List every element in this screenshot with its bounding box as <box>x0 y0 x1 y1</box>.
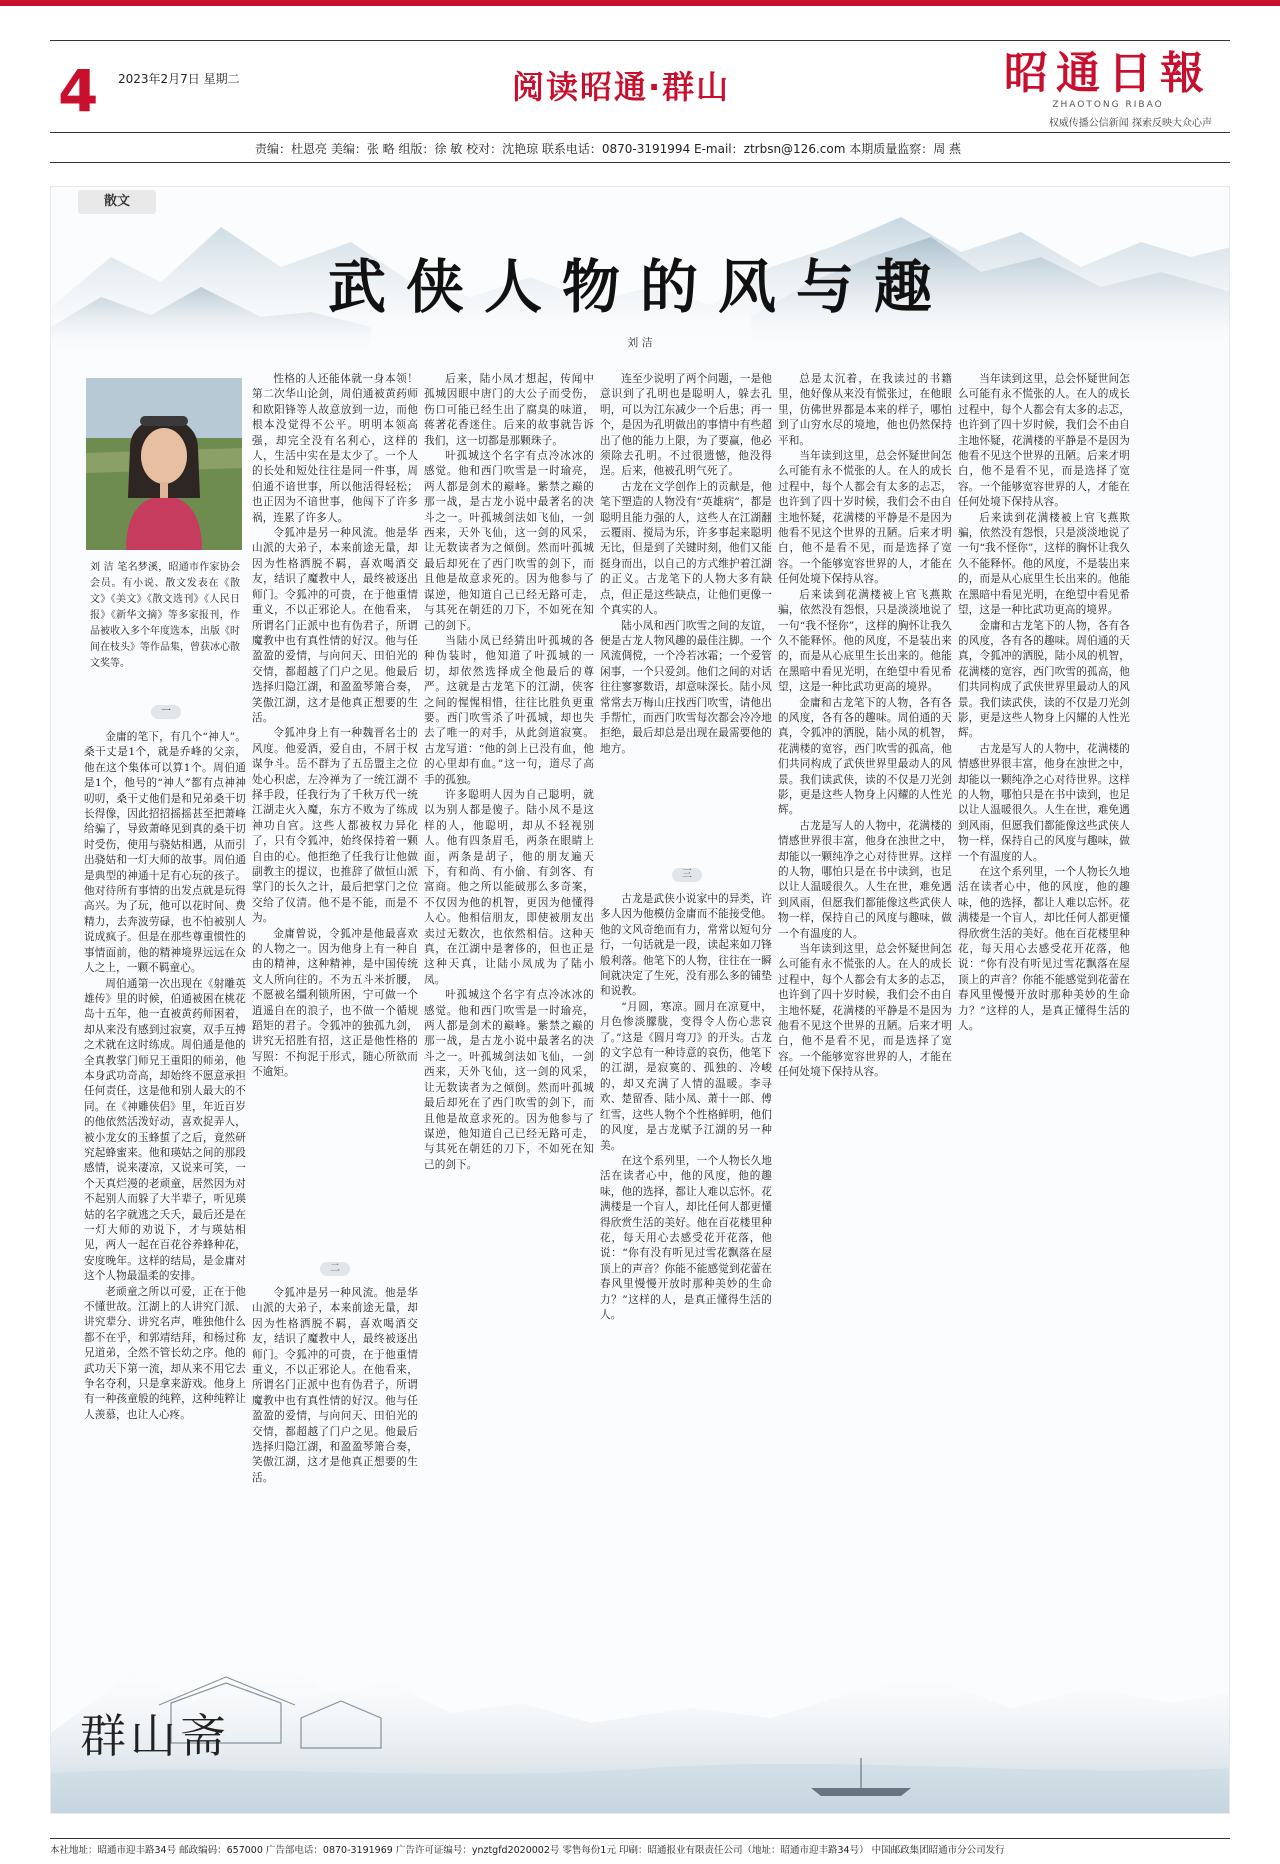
footer-imprint: 本社地址：昭通市迎丰路34号 邮政编码：657000 广告部电话：0870-3191969 广告许可证编号：ynztgfd2020002号 零售每份1元 印刷：昭通报业有限责任公司（地址：昭通市迎丰路34号） 中国邮政集团昭通市分公司发行 <box>50 1845 1005 1856</box>
article-column-1 <box>84 730 246 1640</box>
header-bottom-rule <box>50 162 1230 163</box>
article-column-6 <box>958 372 1130 1648</box>
paragraph: 许多聪明人因为自己聪明，就以为别人都是傻子。陆小凤不是这样的人，他聪明，却从不轻视别人。他有四条眉毛，两条在眼睛上面，两条是胡子，他的朋友遍天下，有和尚、有小偷、有剑客、有富商。他之所以能破那么多奇案，不仅因为他的机智，更因为他懂得人心。他相信朋友，即使被朋友出卖过无数次，也依然相信。这种天真，在江湖中是奢侈的，但也正是这种天真，让陆小凤成为了陆小凤。 <box>424 788 594 986</box>
paragraph: 古龙是武侠小说家中的异类，许多人因为他模仿金庸而不能接受他。他的文风奇绝而有力，常常以短句分行，一句话就是一段，读起来如刀锋般利落。他笔下的人物，往往在一瞬间就决定了生死，没有那么多的铺垫和说教。 <box>600 893 772 998</box>
footer-rule <box>50 1838 1230 1839</box>
paragraph: 连至少说明了两个问题，一是他意识到了孔明也是聪明人，躲去孔明，可以为江东减少一个后患；再一个，是因为孔明做出的事情中有些超出了他的能力上限，为了要赢，他必须除去孔明。不过很遗憾，他没得逞。后来，他被孔明气死了。 <box>600 373 772 478</box>
essay-category-tag: 散文 <box>78 190 156 214</box>
paragraph: 当陆小凤已经猜出叶孤城的各种伪装时，他知道了叶孤城的一切，却依然选择成全他最后的尊严。这就是古龙笔下的江湖，侠客之间的惺惺相惜，往往比胜负更重要。西门吹雪杀了叶孤城，却也失去了唯一的对手，从此剑道寂寞。古龙写道：“他的剑上已没有血，他的心里却有血。”这一句，道尽了高手的孤独。 <box>424 634 594 786</box>
article-byline: 刘 洁 <box>627 336 653 349</box>
paragraph: 后来读到花满楼被上官飞燕欺骗，依然没有怨恨，只是淡淡地说了一句“我不怪你”，这样的胸怀让我久久不能释怀。他的风度，不是装出来的，而是从心底里生长出来的。他能在黑暗中看见光明，在绝望中看见希望，这是一种比武功更高的境界。 <box>778 588 952 694</box>
section-marker-1: 一 <box>151 705 181 719</box>
author-portrait-image <box>86 378 242 550</box>
section-marker-2: 二 <box>320 1262 350 1276</box>
paragraph: 总是太沉着，在我读过的书籍里，他好像从来没有慌张过，在他眼里，仿佛世界都是本来的样子，哪怕到了山穷水尽的境地，他也仍然保持平和。 <box>778 373 952 447</box>
staff-credits: 责编：杜恩亮 美编：张 略 组版：徐 敏 校对：沈艳琼 联系电话：0870-3191994 E-mail：ztrbsn@126.com 本期质量监察：周 燕 <box>255 142 962 156</box>
masthead-slogan: 权威传播公信新闻 探索反映大众心声 <box>1048 118 1212 129</box>
paragraph: 古龙是写人的人物中，花满楼的情感世界很丰富，他身在浊世之中，却能以一颗纯净之心对待世界。这样的人物，哪怕只是在书中读到，也足以让人温暖很久。人生在世，难免遇到风雨，但愿我们都能像这些武侠人物一样，保持自己的风度与趣味，做一个有温度的人。 <box>958 742 1130 863</box>
masthead-pinyin: ZHAOTONG RIBAO <box>1052 100 1164 110</box>
page-number: 4 <box>58 57 99 125</box>
article-column-3 <box>424 372 594 1648</box>
masthead-title: 昭通日報 <box>1004 48 1212 99</box>
paragraph: 金庸曾说，令狐冲是他最喜欢的人物之一。因为他身上有一种自由的精神，这种精神，是中国传统文人所向往的。不为五斗米折腰，不愿被名缰利锁所困，宁可做一个逍遥自在的浪子，也不做一个循规蹈矩的君子。令狐冲的独孤九剑，讲究无招胜有招，这正是他性格的写照：不拘泥于形式，随心所欲而不逾矩。 <box>252 927 418 1079</box>
section-title: 阅读昭通·群山 <box>512 68 731 106</box>
paragraph: 古龙是写人的人物中，花满楼的情感世界很丰富，他身在浊世之中，却能以一颗纯净之心对待世界。这样的人物，哪怕只是在书中读到，也足以让人温暖很久。人生在世，难免遇到风雨，但愿我们都能像这些武侠人物一样，保持自己的风度与趣味，做一个有温度的人。 <box>778 819 952 940</box>
header-top-rule <box>50 40 1230 41</box>
column-calligraphy-seal: 群山斋 <box>80 1709 230 1763</box>
paragraph: 令狐冲是另一种风流。他是华山派的大弟子，本来前途无量，却因为性格洒脱不羁，喜欢喝酒交友，结识了魔教中人，最终被逐出师门。令狐冲的可贵，在于他重情重义，不以正邪论人。在他看来，所谓名门正派中也有伪君子，所谓魔教中也有真性情的好汉。他与任盈盈的爱情，与向问天、田伯光的交情，都超越了门户之见。他最后选择归隐江湖，和盈盈琴箫合奏，笑傲江湖，这才是他真正想要的生活。 <box>252 1287 418 1484</box>
article-column-2 <box>252 372 418 1252</box>
top-red-rule <box>0 0 1280 6</box>
paragraph: 陆小凤和西门吹雪之间的友谊，便是古龙人物风趣的最佳注脚。一个风流倜傥，一个冷若冰霜；一个爱管闲事，一个只爱剑。他们之间的对话往往寥寥数语，却意味深长。陆小凤常常去万梅山庄找西门吹雪，请他出手帮忙，而西门吹雪每次都会冷冷地拒绝，最后却总是出现在最需要他的地方。 <box>600 619 772 755</box>
section-marker-3: 三 <box>672 868 702 882</box>
paragraph: 在这个系列里，一个人物长久地活在读者心中，他的风度，他的趣味，他的选择，都让人难以忘怀。花满楼是一个盲人，却比任何人都更懂得欣赏生活的美好。他在百花楼里种花，每天用心去感受花开花落，他说：“你有没有听见过雪花飘落在屋顶上的声音？你能不能感觉到花蕾在春风里慢慢开放时那种美妙的生命力？”这样的人，是真正懂得生活的人。 <box>600 1154 772 1321</box>
paragraph: 叶孤城这个名字有点冷冰冰的感觉。他和西门吹雪是一时瑜亮，两人都是剑术的巅峰。紫禁之巅的那一战，是古龙小说中最著名的决斗之一。叶孤城剑法如飞仙，一剑西来，天外飞仙，这一剑的风采，让无数读者为之倾倒。然而叶孤城最后却死在了西门吹雪的剑下，而且他是故意求死的。因为他参与了谋逆，他知道自己已经无路可走，与其死在朝廷的刀下，不如死在知己的剑下。 <box>424 450 594 632</box>
paragraph: 令狐冲身上有一种魏晋名士的风度。他爱酒，爱自由，不屑于权谋争斗。岳不群为了五岳盟主之位处心积虑，左冷禅为了一统江湖不择手段，任我行为了千秋万代一统江湖走火入魔，东方不败为了练成神功自宫。这些人都被权力异化了，只有令狐冲，始终保持着一颗自由的心。他拒绝了任我行让他做副教主的提议，也推辞了做恒山派掌门的长久之计，最后把掌门之位交给了仪清。他不是不能，而是不为。 <box>252 727 418 925</box>
issue-date: 2023年2月7日 星期二 <box>118 72 240 86</box>
paragraph: 后来读到花满楼被上官飞燕欺骗，依然没有怨恨，只是淡淡地说了一句“我不怪你”，这样的胸怀让我久久不能释怀。他的风度，不是装出来的，而是从心底里生长出来的。他能在黑暗中看见光明，在绝望中看见希望，这是一种比武功更高的境界。 <box>958 511 1130 617</box>
paragraph: 当年读到这里，总会怀疑世间怎么可能有永不慌张的人。在人的成长过程中，每个人都会有太多的忐忑，也许到了四十岁时候，我们会不由自主地怀疑，花满楼的平静是不是因为他看不见这个世界的丑陋。后来才明白，他不是看不见，而是选择了宽容。一个能够宽容世界的人，才能在任何处境下保持从容。 <box>778 943 952 1079</box>
paragraph: 金庸的笔下，有几个“神人”。桑干丈是1个，就是乔峰的父亲，他在这个集体可以算1个。周伯通是1个，他号的“神人”都有点神神叨叨，桑干丈他们是和兄弟桑干切长得像，因此招招摇摇甚至把萧峰给骗了，导致萧峰见到真的桑干切时受伤，使用与骁姑相遇，从而引出骁姑和一灯大师的故事。周伯通是典型的神通十足有心玩的孩子。他对待所有事情的出发点就是玩得高兴。为了玩，他可以花时间、费精力，去奔波劳碌，也不怕被别人说成疯子。但是在那些尊重惯性的事情面前，他的精神境界远远在众人之上，一颗不羁童心。 <box>84 731 246 975</box>
paragraph: 周伯通第一次出现在《射雕英雄传》里的时候，伯通被困在桃花岛十五年，他一直被黄药师困着，却从来没有感到过寂寞，双手互搏之术就在这时练成。周伯通是他的全真教掌门师兄王重阳的师弟，他本身武功奇高，却始终不愿意承担任何责任，这是他和别人最大的不同。在《神雕侠侣》里，年近百岁的他依然活泼好动，喜欢捉弄人，被小龙女的玉蜂蜇了之后，竟然研究起蜂蜜来。他和瑛姑之间的那段感情，说来凄凉，又说来可笑，一个天真烂漫的老顽童，居然因为对不起别人而躲了大半辈子，听见瑛姑的名字就逃之夭夭，最后还是在一灯大师的劝说下，才与瑛姑相见，两人一起在百花谷养蜂种花，安度晚年。这样的结局，是金庸对这个人物最温柔的安排。 <box>84 977 246 1283</box>
paragraph: 后来，陆小凤才想起，传闻中孤城因眼中唐门的大公子而受伤，伤口可能已经生出了腐臭的味道，蒋著花香迷住。后来的故事就告诉我们，这一切都是那颗珠子。 <box>424 373 594 447</box>
header-mid-rule <box>50 132 1230 133</box>
paragraph: 老顽童之所以可爱，正在于他不懂世故。江湖上的人讲究门派、讲究辈分、讲究名声，唯独他什么都不在乎，和郭靖结拜，和杨过称兄道弟，全然不管长幼之序。他的武功天下第一流，却从来不用它去争名夺利，只是拿来游戏。他身上有一种孩童般的纯粹，这种纯粹让人羡慕，也让人心疼。 <box>84 1285 246 1421</box>
article-column-5 <box>778 372 952 1648</box>
paragraph: 当年读到这里，总会怀疑世间怎么可能有永不慌张的人。在人的成长过程中，每个人都会有太多的忐忑，也许到了四十岁时候，我们会不由自主地怀疑，花满楼的平静是不是因为他看不见这个世界的丑陋。后来才明白，他不是看不见，而是选择了宽容。一个能够宽容世界的人，才能在任何处境下保持从容。 <box>958 373 1130 509</box>
paragraph: 性格的人还能体就一身本领！第二次华山论剑，周伯通被黄药师和欧阳锋等人故意放到一边，而他根本没觉得不公平。明明本领高强，却完全没有名利心，这样的人，生活中实在是太少了。一个人的长处和短处往往是同一件事，周伯通不谙世事，所以他活得轻松；也正因为不谙世事，他闯下了许多祸，连累了许多人。 <box>252 373 418 524</box>
paragraph: 金庸和古龙笔下的人物，各有各的风度，各有各的趣味。周伯通的天真，令狐冲的洒脱，陆小凤的机智，花满楼的宽容，西门吹雪的孤高，他们共同构成了武侠世界里最动人的风景。我们读武侠，读的不仅是刀光剑影，更是这些人物身上闪耀的人性光辉。 <box>958 619 1130 740</box>
paragraph: 金庸和古龙笔下的人物，各有各的风度，各有各的趣味。周伯通的天真，令狐冲的洒脱，陆小凤的机智，花满楼的宽容，西门吹雪的孤高，他们共同构成了武侠世界里最动人的风景。我们读武侠，读的不仅是刀光剑影，更是这些人物身上闪耀的人性光辉。 <box>778 696 952 817</box>
article-column-4 <box>600 372 772 862</box>
author-bio: 刘 洁 笔名梦溪，昭通市作家协会会员。有小说、散文发表在《散文》《美文》《散文选刊》《人民日报》《新华文摘》等多家报刊，作品被收入多个年度选本，出版《时间在枝头》等作品集，曾获冰心散文奖等。 <box>90 562 240 669</box>
article-column-4b <box>600 892 772 1648</box>
article-column-2b <box>252 1286 418 1646</box>
paragraph: 当年读到这里，总会怀疑世间怎么可能有永不慌张的人。在人的成长过程中，每个人都会有太多的忐忑，也许到了四十岁时候，我们会不由自主地怀疑，花满楼的平静是不是因为他看不见这个世界的丑陋。后来才明白，他不是看不见，而是选择了宽容。一个能够宽容世界的人，才能在任何处境下保持从容。 <box>778 450 952 586</box>
paragraph: 叶孤城这个名字有点冷冰冰的感觉。他和西门吹雪是一时瑜亮，两人都是剑术的巅峰。紫禁之巅的那一战，是古龙小说中最著名的决斗之一。叶孤城剑法如飞仙，一剑西来，天外飞仙，这一剑的风采，让无数读者为之倾倒。然而叶孤城最后却死在了西门吹雪的剑下，而且他是故意求死的。因为他参与了谋逆，他知道自己已经无路可走，与其死在朝廷的刀下，不如死在知己的剑下。 <box>424 989 594 1171</box>
paragraph: 古龙在文学创作上的贡献是，他笔下塑造的人物没有“英雄病”，都是聪明且能力强的人，这些人在江湖翻云覆雨、搅局为乐，许多事起来聪明无比，但是到了关键时刻，他们又能挺身而出，以自己的方式维护着江湖的正义。古龙笔下的人物大多有缺点，但正是这些缺点，让他们更像一个真实的人。 <box>600 480 772 617</box>
author-photo <box>86 378 242 550</box>
paragraph: 在这个系列里，一个人物长久地活在读者心中，他的风度，他的趣味，他的选择，都让人难以忘怀。花满楼是一个盲人，却比任何人都更懂得欣赏生活的美好。他在百花楼里种花，每天用心去感受花开花落，他说：“你有没有听见过雪花飘落在屋顶上的声音？你能不能感觉到花蕾在春风里慢慢开放时那种美妙的生命力？”这样的人，是真正懂得生活的人。 <box>958 866 1130 1033</box>
article-headline: 武侠人物的风与趣 <box>327 253 952 321</box>
paragraph: “月圆，寒凉。圆月在凉夏中，月色惨淡朦胧，变得令人伤心悲哀了。”这是《圆月弯刀》的开头。古龙的文字总有一种诗意的哀伤，他笔下的江湖，是寂寞的、孤独的、冷峻的，却又充满了人情的温暖。李寻欢、楚留香、陆小凤、萧十一郎、傅红雪，这些人物个个性格鲜明，他们的风度，是古龙赋予江湖的另一种美。 <box>600 1000 772 1152</box>
masthead <box>1004 48 1212 129</box>
paragraph: 令狐冲是另一种风流。他是华山派的大弟子，本来前途无量，却因为性格洒脱不羁，喜欢喝酒交友，结识了魔教中人，最终被逐出师门。令狐冲的可贵，在于他重情重义，不以正邪论人。在他看来，所谓名门正派中也有伪君子，所谓魔教中也有真性情的好汉。他与任盈盈的爱情，与向问天、田伯光的交情，都超越了门户之见。他最后选择归隐江湖，和盈盈琴箫合奏，笑傲江湖，这才是他真正想要的生活。 <box>252 527 418 724</box>
